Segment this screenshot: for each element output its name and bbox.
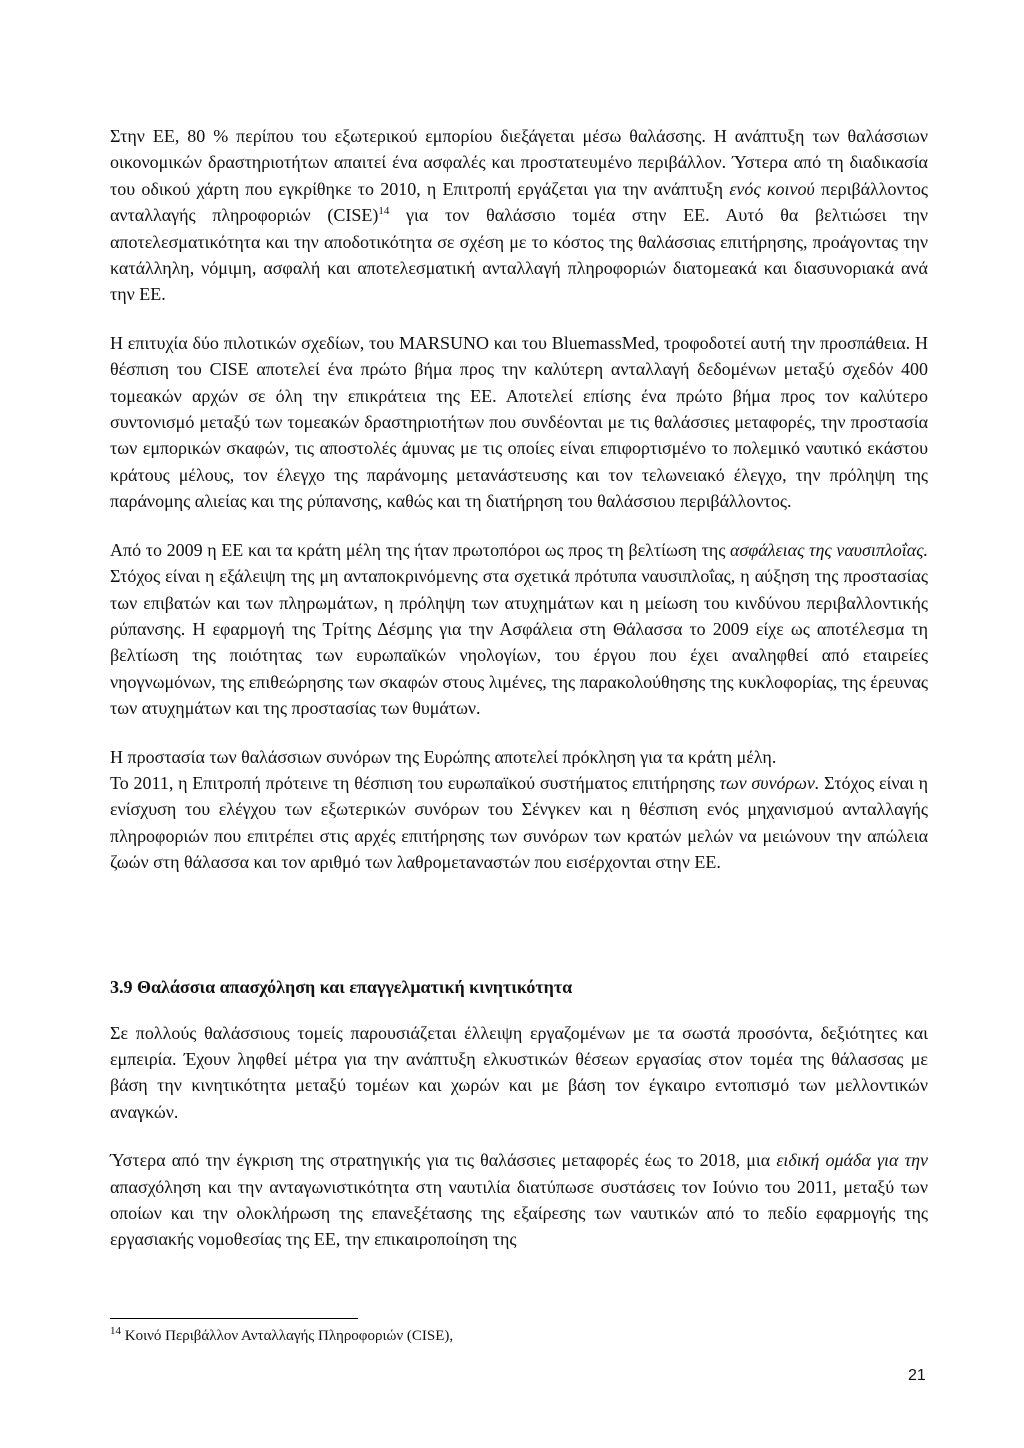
paragraph-3 xyxy=(110,537,928,722)
paragraph-text: για τον θαλάσσιο τομέα στην ΕΕ. Αυτό θα βελτιώσει την αποτελεσματικότητα και την αποδοτικότητα σε σχέση με το κόστος της θαλάσσιας επιτήρησης, προάγοντας την κατάλληλη, νόμιμη, ασφαλή και αποτελεσματική ανταλλαγή πληροφοριών διατομεακά και διασυνοριακά ανά την ΕΕ. xyxy=(110,205,928,305)
paragraph-text: Ύστερα από την έγκριση της στρατηγικής για τις θαλάσσιες μεταφορές έως το 2018, μια xyxy=(110,1150,777,1171)
paragraph-text: Από το 2009 η ΕΕ και τα κράτη μέλη της ήταν πρωτοπόροι ως προς τη βελτίωση της xyxy=(110,539,731,560)
italic-text: ειδική ομάδα για την xyxy=(776,1150,928,1171)
paragraph-1 xyxy=(110,123,928,308)
page-body xyxy=(110,123,928,1253)
footnote-text: Κοινό Περιβάλλον Ανταλλαγής Πληροφοριών (CISE), xyxy=(121,1328,454,1344)
paragraph-text: Το 2011, η Επιτροπή πρότεινε τη θέσπιση του ευρωπαϊκού συστήματος επιτήρησης xyxy=(110,772,720,793)
footnote-reference[interactable]: 14 xyxy=(378,205,390,218)
footnote-divider xyxy=(110,1318,358,1319)
paragraph-6: Σε πολλούς θαλάσσιους τομείς παρουσιάζεται έλλειψη εργαζομένων με τα σωστά προσόντα, δεξιότητες και εμπειρία. Έχουν ληφθεί μέτρα για την ανάπτυξη ελκυστικών θέσεων εργασίας στον τομέα της θάλασσας με βάση την κινητικότητα μεταξύ τομέων και χωρών και με βάση τον έγκαιρο εντοπισμό των μελλοντικών αναγκών. xyxy=(110,1022,928,1122)
italic-text: των συνόρων. xyxy=(719,772,820,793)
italic-text: ενός κοινού xyxy=(729,178,815,199)
paragraph-text: Στην ΕΕ, 80 % περίπου του εξωτερικού εμπορίου διεξάγεται μέσω θαλάσσης. Η ανάπτυξη των θαλάσσιων οικονομικών δραστηριοτήτων απαιτεί ένα ασφαλές και προστατευμένο περιβάλλον. Ύστερα από τη διαδικασία του οδικού χάρτη που εγκρίθηκε το 2010, η Επιτροπή εργάζεται για την ανάπτυξη xyxy=(110,126,928,199)
paragraph-2: Η επιτυχία δύο πιλοτικών σχεδίων, του MARSUNO και του BluemassMed, τροφοδοτεί αυτή την προσπάθεια. Η θέσπιση του CISE αποτελεί ένα πρώτο βήμα προς την καλύτερη ανταλλαγή δεδομένων μεταξύ σχεδόν 400 τομεακών αρχών σε όλη την επικράτεια της ΕΕ. Αποτελεί επίσης ένα πρώτο βήμα προς τον καλύτερο συντονισμό μεταξύ των τομεακών δραστηριοτήτων που συνδέονται με τις θαλάσσιες μεταφορές, την προστασία των εμπορικών σκαφών, τις αποστολές άμυνας με τις οποίες είναι επιφορτισμένο το πολεμικό ναυτικό εκάστου κράτους μέλους, τον έλεγχο της παράνομης μετανάστευσης και τον τελωνειακό έλεγχο, την πρόληψη της παράνομης αλιείας και της ρύπανσης, καθώς και τη διατήρηση του θαλάσσιου περιβάλλοντος. xyxy=(110,332,928,512)
paragraph-7 xyxy=(110,1147,928,1253)
page-number: 21 xyxy=(908,1367,926,1384)
paragraph-text: περιβάλλοντος ανταλλαγής πληροφοριών (CISE) xyxy=(110,178,929,226)
paragraph-text: Στόχος είναι η ενίσχυση του ελέγχου των εξωτερικών συνόρων του Σένγκεν και η θέσπιση ενός μηχανισμού ανταλλαγής πληροφοριών που επιτρέπει στις αρχές επιτήρησης των συνόρων των κρατών μελών να μειώνουν την απώλεια ζωών στη θάλασσα και τον αριθμό των λαθρομεταναστών που εισέρχονται στην ΕΕ. xyxy=(110,772,929,873)
footnote-number: 14 xyxy=(110,1325,121,1337)
paragraph-text: απασχόληση και την ανταγωνιστικότητα στη ναυτιλία διατύπωσε συστάσεις τον Ιούνιο του 2011, μεταξύ των οποίων και την ολοκλήρωση της επανεξέτασης της εξαίρεσης των ναυτικών από το πεδίο εφαρμογής της εργασιακής νομοθεσίας της ΕΕ, την επικαιροποίηση της xyxy=(110,1176,928,1250)
paragraph-text: Στόχος είναι η εξάλειψη της μη ανταποκρινόμενης στα σχετικά πρότυπα ναυσιπλοΐας, η αύξηση της προστασίας των επιβατών και των πληρωμάτων, η πρόληψη των ατυχημάτων και η μείωση του κινδύνου περιβαλλοντικής ρύπανσης. Η εφαρμογή της Τρίτης Δέσμης για την Ασφάλεια στη Θάλασσα το 2009 είχε ως αποτέλεσμα τη βελτίωση της ποιότητας των ευρωπαϊκών νηολογίων, του έργου που έχει αναληφθεί από εταιρείες νηογνωμόνων, της επιθεώρησης των σκαφών στους λιμένες, της παρακολούθησης της κυκλοφορίας, της έρευνας των ατυχημάτων και της προστασίας των θυμάτων. xyxy=(110,566,928,719)
section-heading: 3.9 Θαλάσσια απασχόληση και επαγγελματική κινητικότητα xyxy=(110,976,573,997)
paragraph-5 xyxy=(110,770,928,876)
paragraph-4: Η προστασία των θαλάσσιων συνόρων της Ευρώπης αποτελεί πρόκληση για τα κράτη μέλη. xyxy=(110,746,777,767)
italic-text: ασφάλειας της ναυσιπλοΐας. xyxy=(730,539,928,560)
footnote xyxy=(110,1326,453,1346)
